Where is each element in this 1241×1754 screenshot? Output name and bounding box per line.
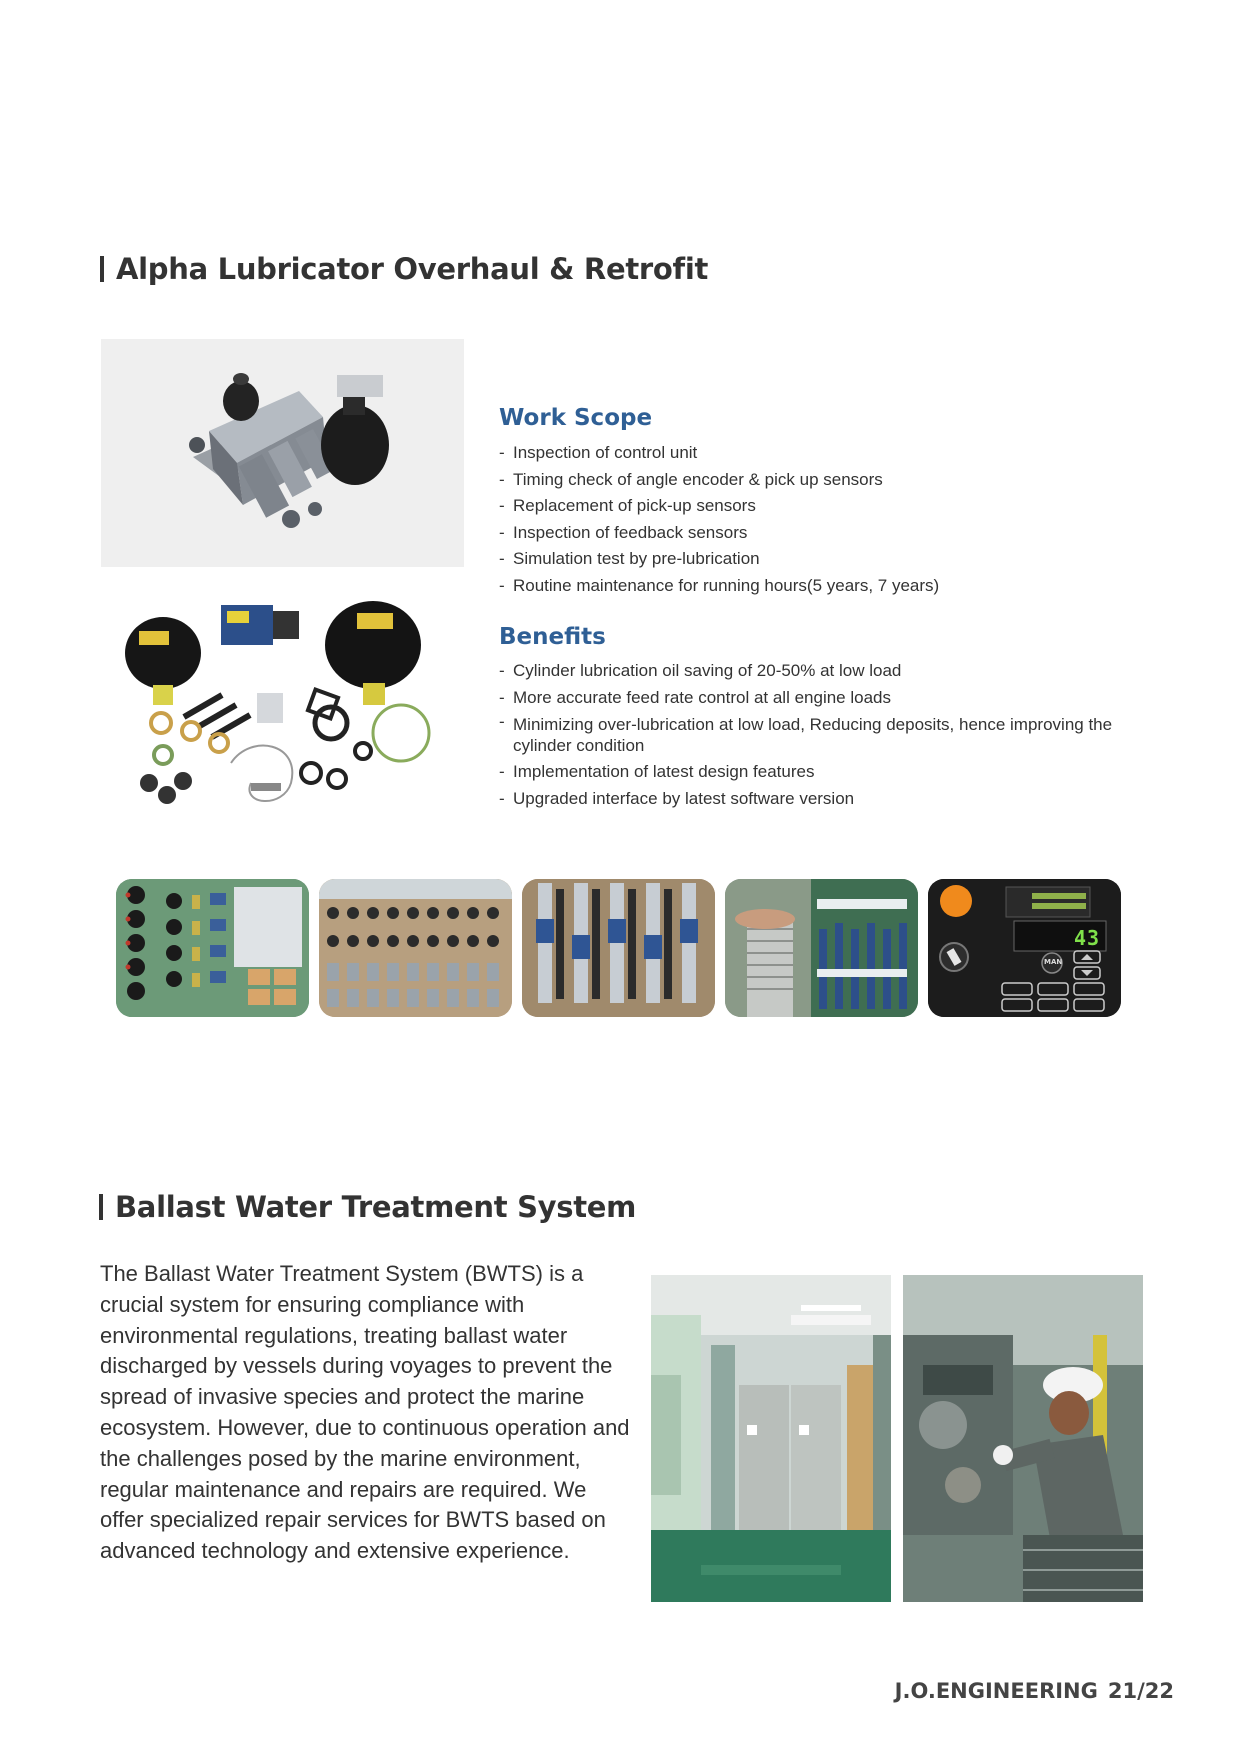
title-bar [100,256,104,282]
list-item: - Minimizing over-lubrication at low load, Reducing deposits, hence improving the cylinder condition [499,711,1139,759]
panel-display-value: 43 [1074,926,1101,950]
bwts-title-text: Ballast Water Treatment System [115,1190,637,1224]
lubricator-parts-kit-photo [101,583,464,820]
bwts-description: The Ballast Water Treatment System (BWTS) is a crucial system for ensuring compliance with environmental regulations, treating ballast water discharged by vessels during voyages to prevent the spread of invasive species and protect the marine ecosystem. However, due to continuous operation and the challenges posed by the marine environment, regular maintenance and repairs are required. We offer specialized repair services for BWTS based on advanced technology and extensive experience. [100,1261,630,1564]
list-item: - Timing check of angle encoder & pick up sensors [499,467,1139,494]
alpha-title-text: Alpha Lubricator Overhaul & Retrofit [116,252,709,286]
sensor-units-thumbnail [522,879,715,1017]
bwts-engine-room-photo [651,1275,891,1602]
bwts-technician-photo [903,1275,1143,1602]
list-item: - Simulation test by pre-lubrication [499,546,1139,573]
list-item: - Routine maintenance for running hours(5 years, 7 years) [499,573,1139,600]
work-scope-list [499,440,1139,599]
panel-brand-label: MAN [1044,958,1063,966]
footer-company: J.O.ENGINEERING [894,1679,1098,1703]
list-item: - Inspection of feedback sensors [499,520,1139,547]
list-item: - Upgraded interface by latest software version [499,786,1139,813]
page-footer [895,1679,1174,1703]
page-number: 21/22 [1107,1679,1174,1703]
title-bar [99,1194,103,1220]
bwts-section-title [99,1190,636,1224]
work-scope-heading: Work Scope [499,405,653,431]
list-item: - Implementation of latest design features [499,759,1139,786]
list-item: - Inspection of control unit [499,440,1139,467]
benefits-list [499,658,1139,812]
list-item: - More accurate feed rate control at all engine loads [499,685,1139,712]
pumps-laid-out-thumbnail [319,879,512,1017]
spare-parts-thumbnail [116,879,309,1017]
alpha-section-title [100,252,708,286]
list-item: - Replacement of pick-up sensors [499,493,1139,520]
list-item: - Cylinder lubrication oil saving of 20-50% at low load [499,658,1139,685]
filter-and-wiring-thumbnail [725,879,918,1017]
benefits-heading: Benefits [499,624,606,650]
control-panel-thumbnail [928,879,1121,1017]
lubricator-unit-photo [101,339,464,567]
